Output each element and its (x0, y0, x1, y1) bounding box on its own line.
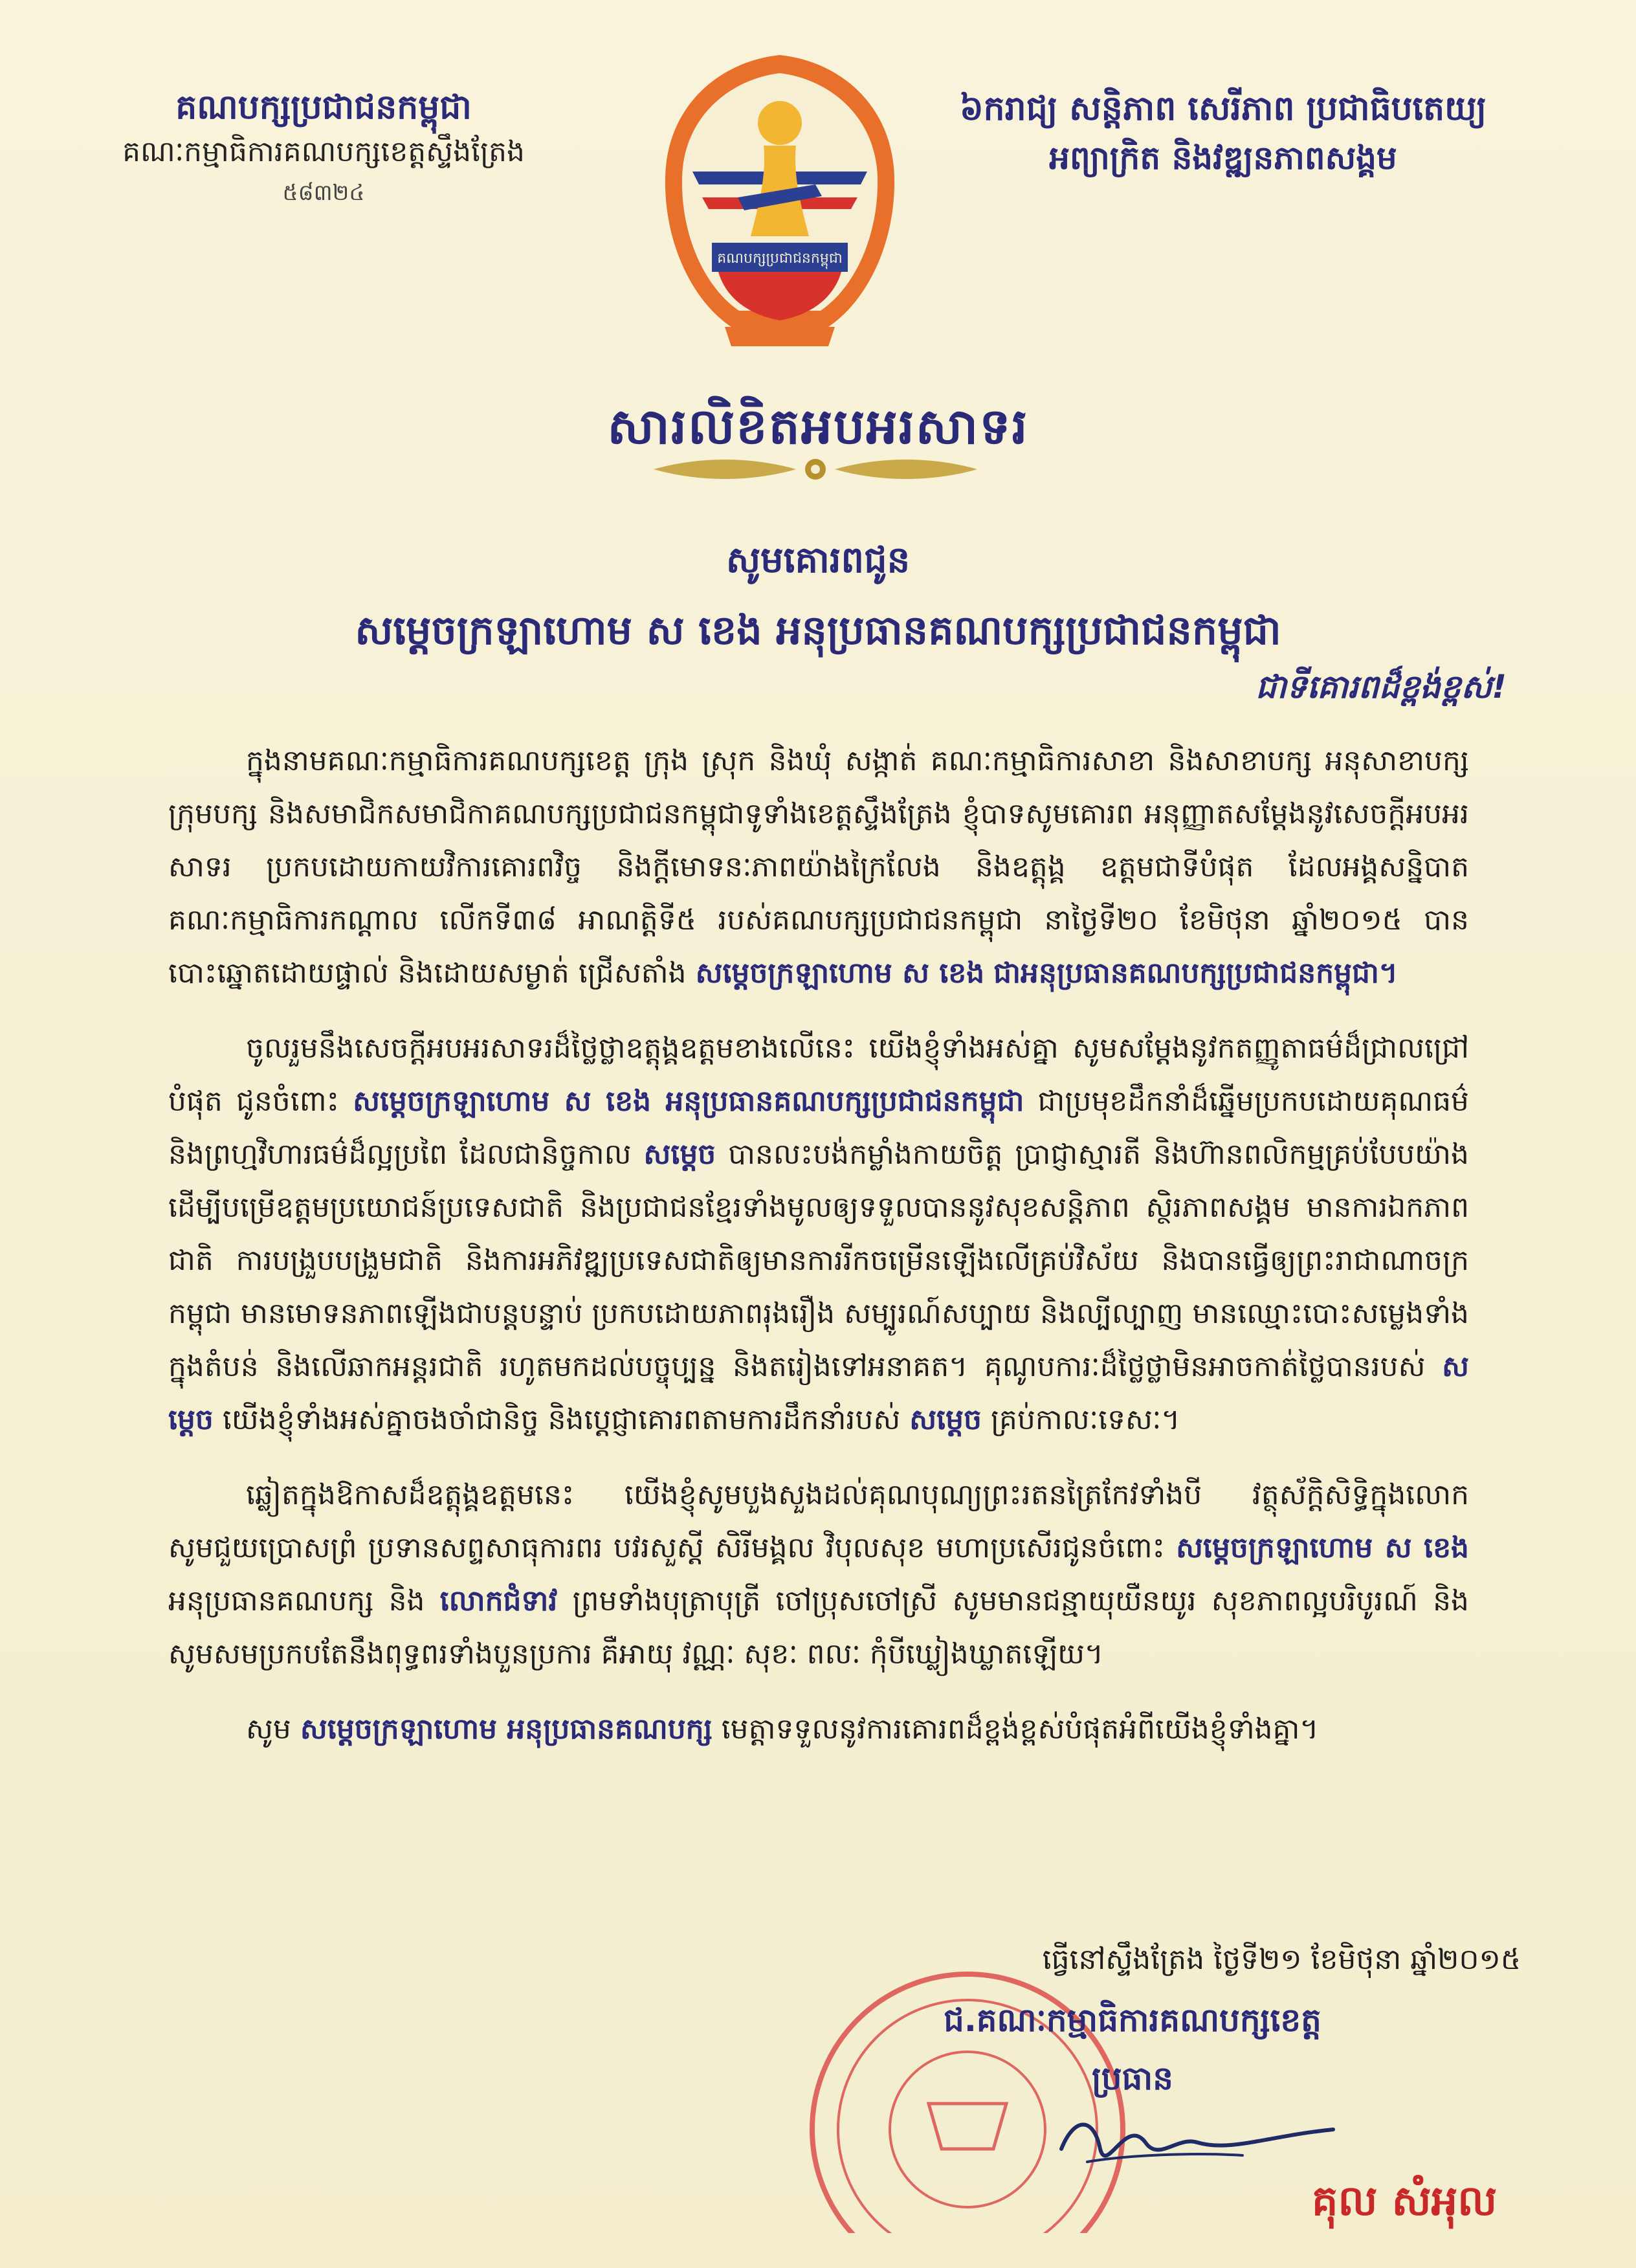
signer-role: ប្រធាន (1092, 2060, 1173, 2097)
recipient-name: សម្តេចក្រឡាហោម ស ខេង អនុប្រធានគណបក្សប្រជាជនកម្ពុជា (355, 606, 1281, 654)
salutation: សូមគោរពជូន (725, 539, 911, 581)
place-and-date: ធ្វើនៅស្ទឹងត្រែង ថ្ងៃទី២១ ខែមិថុនា ឆ្នាំ២០១៥ (1042, 1943, 1521, 1976)
national-motto (900, 84, 1547, 183)
issuing-organization (97, 84, 550, 212)
paragraph-2: ចូលរួមនឹងសេចក្តីអបអរសាទរដ៏ថ្លៃថ្លាឧត្តុង្គឧត្តមខាងលើនេះ យើងខ្ញុំទាំងអស់គ្នា សូមសម្តែងនូវកតញ្ញូតាធម៌ដ៏ជ្រាលជ្រៅបំផុត ជូនចំពោះ សម្តេចក្រឡាហោម ស ខេង អនុប្រធានគណបក្សប្រជាជនកម្ពុជា ជាប្រមុខដឹកនាំដ៏ឆ្នើមប្រកបដោយគុណធម៌ និងព្រហ្មវិហារធម៌ដ៏ល្អប្រពៃ ដែលជានិច្ចកាល សម្តេច បានលះបង់កម្លាំងកាយចិត្ត ប្រាជ្ញាស្មារតី និងហ៊ានពលិកម្មគ្រប់បែបយ៉ាង ដើម្បីបម្រើឧត្តមប្រយោជន៍ប្រទេសជាតិ និងប្រជាជនខ្មែរទាំងមូលឲ្យទទួលបាននូវសុខសន្តិភាព ស្ថិរភាពសង្គម មានការឯកភាពជាតិ ការបង្រួបបង្រួមជាតិ និងការអភិវឌ្ឍប្រទេសជាតិឲ្យមានការរីកចម្រើនឡើងលើគ្រប់វិស័យ និងបានធ្វើឲ្យព្រះរាជាណាចក្រកម្ពុជា មានមោទនភាពឡើងជាបន្តបន្ទាប់ ប្រកបដោយភាពរុងរឿង សម្បូរណ៍សប្បាយ និងល្បីល្បាញ មានឈ្មោះបោះសម្លេងទាំងក្នុងតំបន់ និងលើឆាកអន្តរជាតិ រហូតមកដល់បច្ចុប្បន្ន និងតរៀងទៅអនាគត។ គុណូបការៈដ៏ថ្លៃថ្លាមិនអាចកាត់ថ្លៃបានរបស់ សម្តេច យើងខ្ញុំទាំងអស់គ្នាចងចាំជានិច្ច និងប្តេជ្ញាគោរពតាមការដឹកនាំរបស់ សម្តេច គ្រប់កាលៈទេសៈ។ (168, 1032, 1469, 1436)
document-title: សារលិខិតអបអរសាទរ (607, 397, 1029, 455)
bold-recipient: សម្តេចក្រឡាហោម ស ខេង (695, 957, 985, 990)
paragraph-1: ក្នុងនាមគណៈកម្មាធិការគណបក្សខេត្ត ក្រុង ស្រុក និងឃុំ សង្កាត់ គណៈកម្មាធិការសាខា និងសាខាបក្ស អនុសាខាបក្ស ក្រុមបក្ស និងសមាជិកសមាជិកាគណបក្សប្រជាជនកម្ពុជាទូទាំងខេត្តស្ទឹងត្រែង ខ្ញុំបាទសូមគោរព អនុញ្ញាតសម្តែងនូវសេចក្តីអបអរសាទរ ប្រកបដោយកាយវិការគោរពវិច្ច និងក្តីមោទនៈភាពយ៉ាងក្រៃលែង និងឧត្តុង្គ ឧត្តមជាទីបំផុត ដែលអង្គសន្និបាតគណៈកម្មាធិការកណ្តាល លើកទី៣៨ អាណត្តិទី៥ របស់គណបក្សប្រជាជនកម្ពុជា នាថ្ងៃទី២០ ខែមិថុនា ឆ្នាំ២០១៥ បានបោះឆ្នោតដោយផ្ទាល់ និងដោយសម្ងាត់ ជ្រើសតាំង សម្តេចក្រឡាហោម ស ខេង ជាអនុប្រធានគណបក្សប្រជាជនកម្ពុជា។ (168, 744, 1469, 990)
signer-name: គុល សំអុល (1311, 2177, 1498, 2225)
reference-number: ៥៨៣២៤ (282, 180, 365, 206)
provincial-committee: គណៈកម្មាធិការគណបក្សខេត្តស្ទឹងត្រែង (122, 135, 525, 168)
handwritten-signature-icon (1048, 2091, 1346, 2188)
on-behalf-of: ជ.គណៈកម្មាធិការគណបក្សខេត្ត (944, 2001, 1321, 2039)
honorific: ជាទីគោរពដ៏ខ្ពង់ខ្ពស់! (1255, 668, 1507, 706)
party-name: គណបក្សប្រជាជនកម្ពុជា (175, 88, 472, 127)
letter-body (168, 735, 1469, 1778)
emblem-caption: គណបក្សប្រជាជនកម្ពុជា (717, 250, 843, 267)
motto-line-1: ៦ករាជ្យ សន្តិភាព សេរីភាព ប្រជាធិបតេយ្យ (959, 89, 1487, 128)
motto-line-2: អព្យាក្រិត និងវឌ្ឍនភាពសង្គម (1049, 139, 1397, 177)
title-ornament-icon (647, 453, 984, 485)
paragraph-3: ឆ្លៀតក្នុងឱកាសដ៏ឧត្តុង្គឧត្តមនេះ យើងខ្ញុំសូមបួងសួងដល់គុណបុណ្យព្រះរតនត្រៃកែវទាំងបី វត្ថុស័ក្តិសិទ្ធិក្នុងលោក សូមជួយប្រោសព្រំ ប្រទានសព្ទសាធុការពរ បវរសួស្តី សិរីមង្គល វិបុលសុខ មហាប្រសើរជូនចំពោះ សម្តេចក្រឡាហោម ស ខេង អនុប្រធានគណបក្ស និង លោកជំទាវ ព្រមទាំងបុត្រាបុត្រី ចៅប្រុសចៅស្រី សូមមានជន្មាយុយឺនយូរ សុខភាពល្អបរិបូរណ៍ និងសូមសមប្រកបតែនឹងពុទ្ធពរទាំងបួនប្រការ គឺអាយុ វណ្ណៈ សុខៈ ពលៈ កុំបីឃ្លៀងឃ្លាតឡើយ។ (168, 1478, 1469, 1671)
paragraph-4: សូម សម្តេចក្រឡាហោម អនុប្រធានគណបក្ស មេត្តាទទួលនូវការគោរពដ៏ខ្ពង់ខ្ពស់បំផុតអំពីយើងខ្ញុំទាំងគ្នា។ (246, 1713, 1319, 1746)
party-emblem-icon (654, 49, 906, 359)
